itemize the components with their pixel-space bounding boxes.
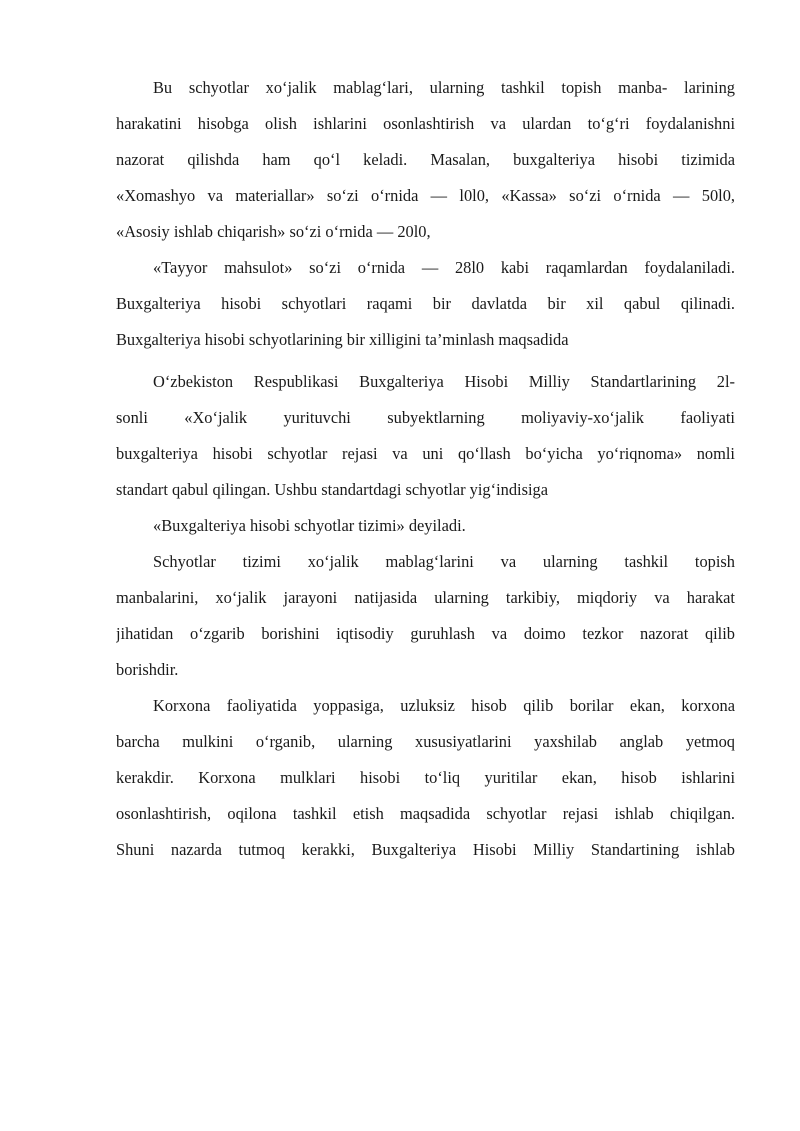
document-page (116, 70, 735, 868)
paragraph-3 (116, 364, 735, 508)
text-line: borishdir. (116, 660, 179, 679)
text-line: Buxgalteriya hisobi schyotlari raqami bir davlatda bir xil qabul qilinadi. (116, 294, 735, 313)
text-line: barcha mulkini o‘rganib, ularning xususiyatlarini yaxshilab anglab yetmoq (116, 732, 735, 751)
paragraph-5 (116, 544, 735, 688)
text-line: «Asosiy ishlab chiqarish» so‘zi o‘rnida — 20l0, (116, 222, 431, 241)
paragraph-6 (116, 688, 735, 868)
text-line: «Xomashyo va materiallar» so‘zi o‘rnida — l0l0, «Kassa» so‘zi o‘rnida — 50l0, (116, 186, 735, 205)
text-line: buxgalteriya hisobi schyotlar rejasi va uni qo‘llash bo‘yicha yo‘riqnoma» nomli (116, 444, 735, 463)
text-line: harakatini hisobga olish ishlarini osonlashtirish va ulardan to‘g‘ri foydalanishni (116, 114, 735, 133)
text-line: sonli «Xo‘jalik yurituvchi subyektlarning moliyaviy-xo‘jalik faoliyati (116, 408, 735, 427)
text-line: nazorat qilishda ham qo‘l keladi. Masalan, buxgalteriya hisobi tizimida (116, 150, 735, 169)
paragraph-2 (116, 250, 735, 358)
text-line: jihatidan o‘zgarib borishini iqtisodiy guruhlash va doimo tezkor nazorat qilib (116, 624, 735, 643)
text-line: Buxgalteriya hisobi schyotlarining bir xilligini ta’minlash maqsadida (116, 330, 569, 349)
text-line: O‘zbekiston Respublikasi Buxgalteriya Hisobi Milliy Standartlarining 2l- (153, 372, 735, 391)
paragraph-4 (116, 508, 735, 544)
text-line: «Tayyor mahsulot» so‘zi o‘rnida — 28l0 kabi raqamlardan foydalaniladi. (153, 258, 735, 277)
text-line: Korxona faoliyatida yoppasiga, uzluksiz hisob qilib borilar ekan, korxona (153, 696, 735, 715)
paragraph-1 (116, 70, 735, 250)
text-line: Schyotlar tizimi xo‘jalik mablag‘larini va ularning tashkil topish (153, 552, 735, 571)
text-line: osonlashtirish, oqilona tashkil etish maqsadida schyotlar rejasi ishlab chiqilgan. (116, 804, 735, 823)
text-line: kerakdir. Korxona mulklari hisobi to‘liq yuritilar ekan, hisob ishlarini (116, 768, 735, 787)
text-line: Bu schyotlar xo‘jalik mablag‘lari, ularning tashkil topish manba- larining (153, 78, 735, 97)
text-line: «Buxgalteriya hisobi schyotlar tizimi» deyiladi. (153, 516, 466, 535)
text-line: standart qabul qilingan. Ushbu standartdagi schyotlar yig‘indisiga (116, 480, 548, 499)
text-line: Shuni nazarda tutmoq kerakki, Buxgalteriya Hisobi Milliy Standartining ishlab (116, 840, 735, 859)
text-line: manbalarini, xo‘jalik jarayoni natijasida ularning tarkibiy, miqdoriy va harakat (116, 588, 735, 607)
